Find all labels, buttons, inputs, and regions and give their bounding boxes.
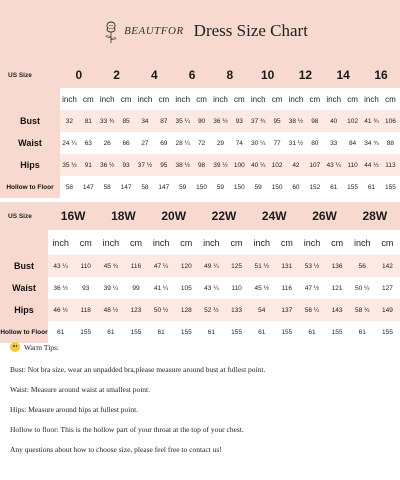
measurement-value: 113 bbox=[381, 154, 400, 176]
measurement-value: 37 ½ bbox=[136, 154, 155, 176]
measurement-value: 50 ½ bbox=[149, 299, 174, 321]
measurement-value: 32 bbox=[60, 110, 79, 132]
measurement-value: 155 bbox=[375, 321, 400, 343]
measurement-value: 43 ¼ bbox=[48, 255, 73, 277]
measurement-value: 58 ¾ bbox=[350, 299, 375, 321]
measurement-value: 137 bbox=[274, 299, 299, 321]
measurement-value: 61 bbox=[362, 176, 381, 198]
measurement-label: Hips bbox=[0, 299, 48, 321]
measurement-value: 61 bbox=[149, 321, 174, 343]
measurement-value: 100 bbox=[230, 154, 249, 176]
measurement-value: 38 ½ bbox=[287, 110, 306, 132]
unit-row bbox=[0, 230, 400, 255]
size-heading: 12 bbox=[287, 62, 325, 88]
measurement-row bbox=[0, 299, 400, 321]
measurement-value: 39 ¼ bbox=[98, 277, 123, 299]
size-heading: 16W bbox=[48, 202, 98, 230]
measurement-value: 81 bbox=[79, 110, 98, 132]
measurement-value: 27 bbox=[136, 132, 155, 154]
measurement-value: 155 bbox=[381, 176, 400, 198]
measurement-value: 155 bbox=[343, 176, 362, 198]
brand-name: BEAUTFOR bbox=[124, 25, 184, 37]
unit-label: inch bbox=[324, 88, 343, 110]
unit-label: inch bbox=[149, 230, 174, 255]
rose-icon bbox=[102, 18, 120, 44]
unit-label: inch bbox=[249, 230, 274, 255]
unit-label: inch bbox=[199, 230, 224, 255]
measurement-value: 143 bbox=[325, 299, 350, 321]
measurement-value: 127 bbox=[375, 277, 400, 299]
size-heading: 14 bbox=[324, 62, 362, 88]
measurement-value: 43 ¼ bbox=[199, 277, 224, 299]
unit-label: cm bbox=[73, 230, 98, 255]
measurement-value: 29 bbox=[211, 132, 230, 154]
unit-label: cm bbox=[268, 88, 287, 110]
unit-label: cm bbox=[305, 88, 324, 110]
measurement-value: 155 bbox=[73, 321, 98, 343]
unit-label: inch bbox=[136, 88, 155, 110]
measurement-value: 133 bbox=[224, 299, 249, 321]
measurement-value: 59 bbox=[173, 176, 192, 198]
measurement-value: 66 bbox=[117, 132, 136, 154]
measurement-value: 147 bbox=[117, 176, 136, 198]
size-heading: 20W bbox=[149, 202, 199, 230]
measurement-value: 118 bbox=[73, 299, 98, 321]
measurement-value: 50 ¼ bbox=[350, 277, 375, 299]
measurement-value: 116 bbox=[123, 255, 148, 277]
measurement-value: 41 ¾ bbox=[362, 110, 381, 132]
unit-label: cm bbox=[117, 88, 136, 110]
measurement-value: 93 bbox=[230, 110, 249, 132]
measurement-value: 142 bbox=[375, 255, 400, 277]
size-header-row bbox=[0, 202, 400, 230]
unit-label: inch bbox=[249, 88, 268, 110]
measurement-value: 120 bbox=[174, 255, 199, 277]
unit-label: inch bbox=[287, 88, 306, 110]
measurement-value: 106 bbox=[381, 110, 400, 132]
unit-label: cm bbox=[224, 230, 249, 255]
measurement-value: 123 bbox=[123, 299, 148, 321]
page-title: Dress Size Chart bbox=[193, 21, 308, 40]
unit-label: inch bbox=[173, 88, 192, 110]
measurement-value: 39 ½ bbox=[211, 154, 230, 176]
size-heading: 24W bbox=[249, 202, 299, 230]
measurement-label: Waist bbox=[0, 132, 60, 154]
unit-label: inch bbox=[98, 88, 117, 110]
measurement-value: 102 bbox=[268, 154, 287, 176]
measurement-value: 35 ¼ bbox=[173, 110, 192, 132]
measurement-value: 74 bbox=[230, 132, 249, 154]
measurement-value: 37 ¾ bbox=[249, 110, 268, 132]
size-heading: 16 bbox=[362, 62, 400, 88]
size-heading: 8 bbox=[211, 62, 249, 88]
measurement-value: 99 bbox=[123, 277, 148, 299]
measurement-value: 150 bbox=[268, 176, 287, 198]
measurement-row bbox=[0, 255, 400, 277]
measurement-value: 155 bbox=[224, 321, 249, 343]
unit-label: inch bbox=[350, 230, 375, 255]
size-header-row bbox=[0, 62, 400, 88]
measurement-value: 72 bbox=[192, 132, 211, 154]
measurement-value: 61 bbox=[199, 321, 224, 343]
measurement-value: 45 ½ bbox=[249, 277, 274, 299]
measurement-value: 45 ¾ bbox=[98, 255, 123, 277]
measurement-value: 155 bbox=[123, 321, 148, 343]
measurement-value: 121 bbox=[325, 277, 350, 299]
measurement-value: 60 bbox=[287, 176, 306, 198]
measurement-value: 26 bbox=[98, 132, 117, 154]
measurement-value: 102 bbox=[343, 110, 362, 132]
measurement-value: 49 ¼ bbox=[199, 255, 224, 277]
measurement-value: 105 bbox=[174, 277, 199, 299]
measurement-value: 61 bbox=[48, 321, 73, 343]
measurement-value: 56 ¼ bbox=[299, 299, 324, 321]
measurement-value: 47 ½ bbox=[299, 277, 324, 299]
size-heading: 26W bbox=[299, 202, 349, 230]
measurement-value: 152 bbox=[305, 176, 324, 198]
unit-label: cm bbox=[174, 230, 199, 255]
measurement-value: 125 bbox=[224, 255, 249, 277]
measurement-value: 95 bbox=[154, 154, 173, 176]
size-heading: 10 bbox=[249, 62, 287, 88]
measurement-value: 63 bbox=[79, 132, 98, 154]
measurement-value: 147 bbox=[79, 176, 98, 198]
measurement-value: 61 bbox=[98, 321, 123, 343]
size-heading: 2 bbox=[98, 62, 136, 88]
measurement-value: 31 ½ bbox=[287, 132, 306, 154]
tip-hollow-to-floor: Hollow to floor: This is the hollow part of your throat at the top of your chest. bbox=[10, 425, 244, 434]
unit-label: inch bbox=[299, 230, 324, 255]
measurement-value: 33 bbox=[324, 132, 343, 154]
measurement-value: 34 ¾ bbox=[362, 132, 381, 154]
measurement-value: 93 bbox=[73, 277, 98, 299]
tip-waist: Waist: Measure around waist at smallest point. bbox=[10, 385, 150, 394]
measurement-label: Hollow to Floor bbox=[0, 176, 60, 198]
measurement-value: 43 ¼ bbox=[324, 154, 343, 176]
measurement-value: 147 bbox=[154, 176, 173, 198]
measurement-label: Bust bbox=[0, 110, 60, 132]
measurement-value: 59 bbox=[211, 176, 230, 198]
measurement-value: 53 ½ bbox=[299, 255, 324, 277]
measurement-value: 41 ¼ bbox=[149, 277, 174, 299]
measurement-label: Hips bbox=[0, 154, 60, 176]
measurement-label: Bust bbox=[0, 255, 48, 277]
measurement-value: 128 bbox=[174, 299, 199, 321]
unit-label: cm bbox=[375, 230, 400, 255]
unit-label: inch bbox=[48, 230, 73, 255]
measurement-label: Waist bbox=[0, 277, 48, 299]
warm-tips bbox=[10, 340, 395, 460]
unit-label: cm bbox=[274, 230, 299, 255]
unit-row-label bbox=[0, 230, 48, 255]
unit-label: cm bbox=[192, 88, 211, 110]
measurement-value: 80 bbox=[305, 132, 324, 154]
size-table-plus bbox=[0, 202, 400, 343]
size-heading: 18W bbox=[98, 202, 148, 230]
measurement-value: 52 ½ bbox=[199, 299, 224, 321]
measurement-value: 91 bbox=[79, 154, 98, 176]
measurement-row bbox=[0, 154, 400, 176]
measurement-value: 24 ¼ bbox=[60, 132, 79, 154]
unit-label: cm bbox=[123, 230, 148, 255]
measurement-value: 46 ½ bbox=[48, 299, 73, 321]
measurement-value: 150 bbox=[230, 176, 249, 198]
measurement-value: 155 bbox=[325, 321, 350, 343]
measurement-value: 90 bbox=[192, 110, 211, 132]
measurement-value: 54 bbox=[249, 299, 274, 321]
measurement-value: 40 ¼ bbox=[249, 154, 268, 176]
measurement-value: 110 bbox=[224, 277, 249, 299]
unit-label: inch bbox=[362, 88, 381, 110]
measurement-value: 88 bbox=[381, 132, 400, 154]
size-table-standard bbox=[0, 62, 400, 198]
measurement-value: 40 bbox=[324, 110, 343, 132]
tips-heading: Warm Tips: bbox=[24, 342, 60, 352]
measurement-value: 56 bbox=[350, 255, 375, 277]
measurement-row bbox=[0, 277, 400, 299]
us-size-label: US Size bbox=[0, 202, 48, 230]
measurement-row bbox=[0, 132, 400, 154]
measurement-value: 47 ¼ bbox=[149, 255, 174, 277]
measurement-value: 36 ½ bbox=[48, 277, 73, 299]
measurement-value: 155 bbox=[274, 321, 299, 343]
size-heading: 28W bbox=[350, 202, 400, 230]
measurement-value: 38 ½ bbox=[173, 154, 192, 176]
measurement-value: 69 bbox=[154, 132, 173, 154]
measurement-value: 36 ½ bbox=[98, 154, 117, 176]
smile-emoji-icon bbox=[10, 342, 20, 352]
measurement-value: 58 bbox=[60, 176, 79, 198]
measurement-value: 51 ½ bbox=[249, 255, 274, 277]
measurement-value: 116 bbox=[274, 277, 299, 299]
measurement-value: 61 bbox=[324, 176, 343, 198]
unit-label: cm bbox=[381, 88, 400, 110]
measurement-value: 84 bbox=[343, 132, 362, 154]
measurement-value: 107 bbox=[305, 154, 324, 176]
measurement-value: 149 bbox=[375, 299, 400, 321]
size-heading: 22W bbox=[199, 202, 249, 230]
unit-label: inch bbox=[98, 230, 123, 255]
measurement-value: 150 bbox=[192, 176, 211, 198]
measurement-value: 110 bbox=[343, 154, 362, 176]
measurement-value: 85 bbox=[117, 110, 136, 132]
measurement-value: 42 bbox=[287, 154, 306, 176]
measurement-value: 93 bbox=[117, 154, 136, 176]
unit-label: inch bbox=[60, 88, 79, 110]
unit-label: cm bbox=[343, 88, 362, 110]
measurement-row bbox=[0, 176, 400, 198]
measurement-value: 35 ½ bbox=[60, 154, 79, 176]
size-heading: 0 bbox=[60, 62, 98, 88]
measurement-value: 77 bbox=[268, 132, 287, 154]
measurement-value: 34 bbox=[136, 110, 155, 132]
measurement-value: 98 bbox=[192, 154, 211, 176]
us-size-label: US Size bbox=[0, 62, 60, 88]
unit-label: cm bbox=[325, 230, 350, 255]
brand-logo bbox=[102, 18, 308, 44]
measurement-value: 131 bbox=[274, 255, 299, 277]
measurement-value: 44 ½ bbox=[362, 154, 381, 176]
unit-label: cm bbox=[79, 88, 98, 110]
tip-hips: Hips: Measure around hips at fullest point. bbox=[10, 405, 139, 414]
measurement-value: 98 bbox=[305, 110, 324, 132]
measurement-value: 136 bbox=[325, 255, 350, 277]
measurement-label: Hollow to Floor bbox=[0, 321, 48, 343]
unit-label: cm bbox=[154, 88, 173, 110]
unit-row-label bbox=[0, 88, 60, 110]
measurement-value: 87 bbox=[154, 110, 173, 132]
measurement-value: 155 bbox=[174, 321, 199, 343]
measurement-value: 33 ¾ bbox=[98, 110, 117, 132]
size-heading: 4 bbox=[136, 62, 174, 88]
unit-label: cm bbox=[230, 88, 249, 110]
measurement-value: 58 bbox=[136, 176, 155, 198]
measurement-value: 61 bbox=[249, 321, 274, 343]
unit-label: inch bbox=[211, 88, 230, 110]
measurement-value: 28 ¼ bbox=[173, 132, 192, 154]
measurement-value: 110 bbox=[73, 255, 98, 277]
measurement-value: 58 bbox=[98, 176, 117, 198]
tip-contact: Any questions about how to choose size, please feel free to contact us! bbox=[10, 445, 222, 454]
measurement-value: 95 bbox=[268, 110, 287, 132]
measurement-value: 48 ½ bbox=[98, 299, 123, 321]
size-heading: 6 bbox=[173, 62, 211, 88]
tip-bust: Bust: Not bra size, wear an unpadded bra,please measure around bust at fullest point. bbox=[10, 365, 266, 374]
unit-row bbox=[0, 88, 400, 110]
measurement-value: 30 ¼ bbox=[249, 132, 268, 154]
measurement-row bbox=[0, 110, 400, 132]
tips-heading-row bbox=[10, 340, 395, 354]
measurement-value: 61 bbox=[350, 321, 375, 343]
measurement-value: 59 bbox=[249, 176, 268, 198]
chart-header bbox=[0, 0, 400, 62]
measurement-value: 36 ½ bbox=[211, 110, 230, 132]
measurement-value: 61 bbox=[299, 321, 324, 343]
